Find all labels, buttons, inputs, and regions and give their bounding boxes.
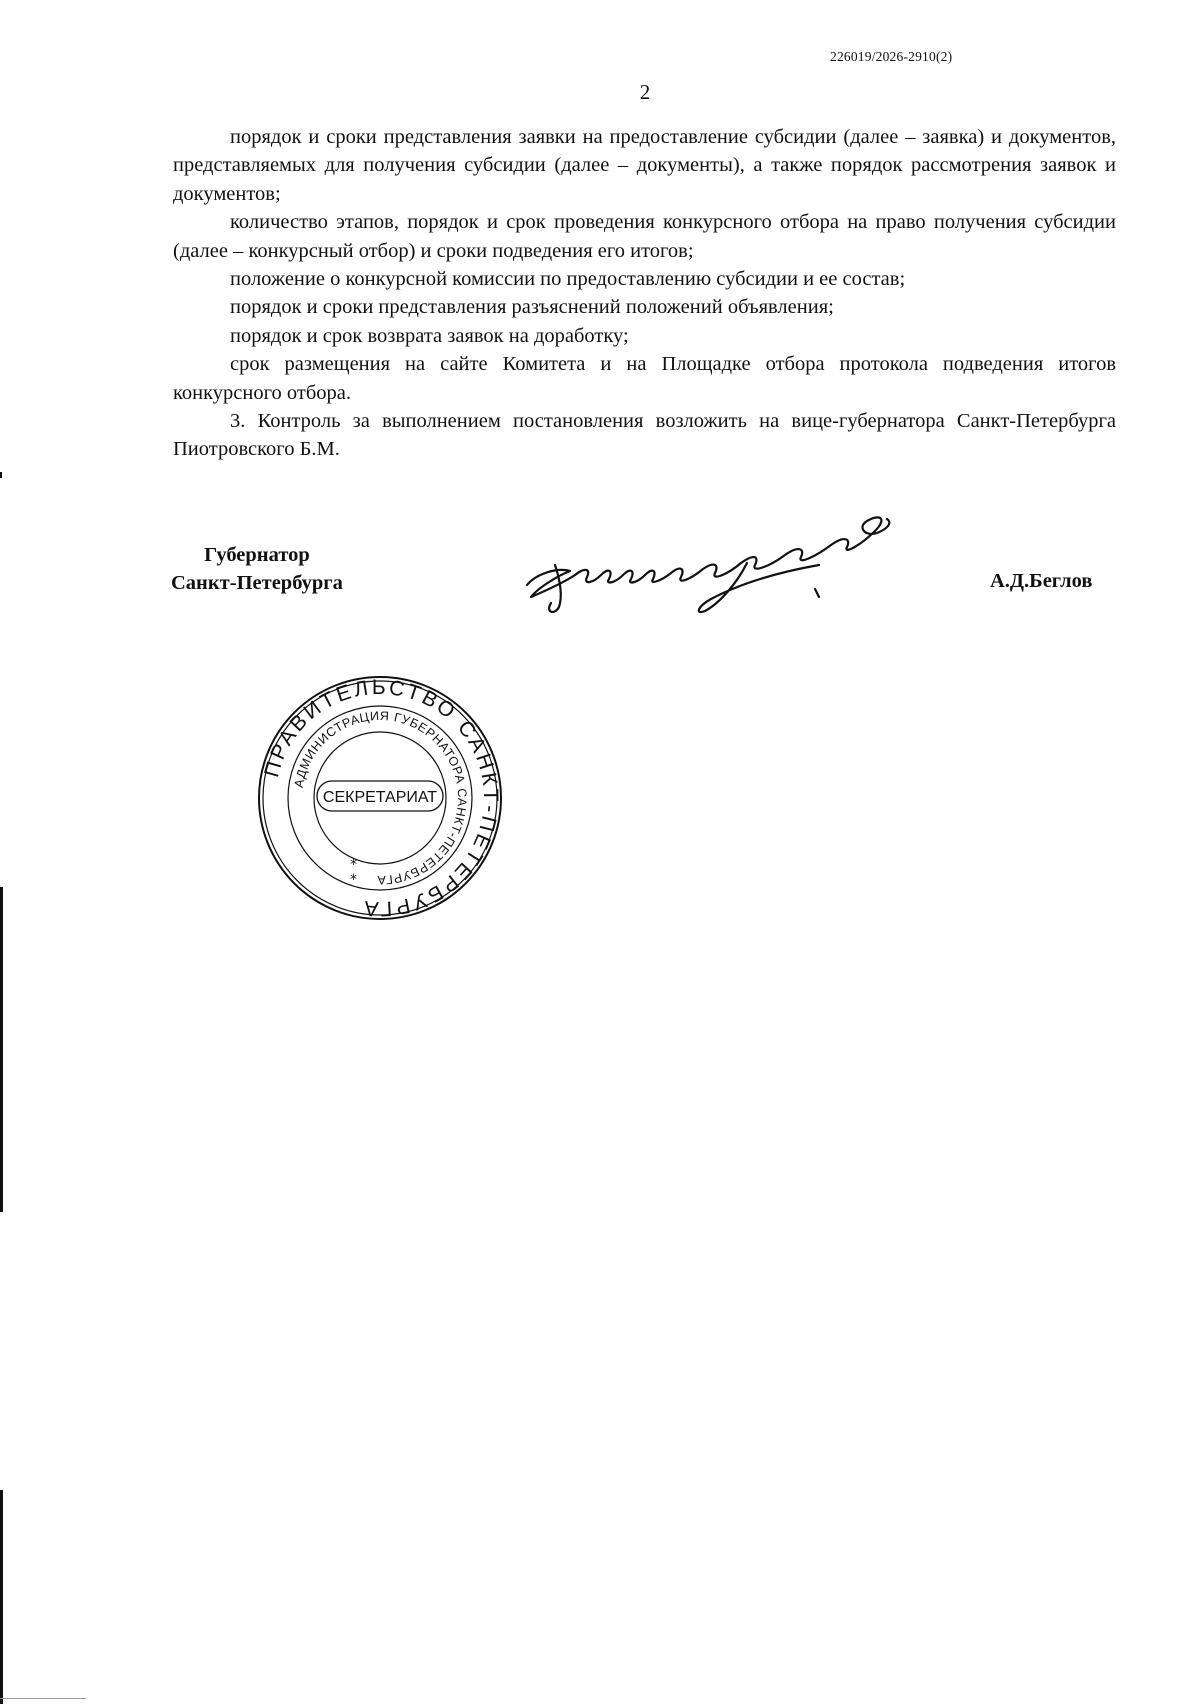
stamp-inner-text: АДМИНИСТРАЦИЯ ГУБЕРНАТОРА САНКТ-ПЕТЕРБУРГА [291, 708, 470, 888]
star-icon: * [350, 872, 357, 888]
document-body [173, 123, 1116, 464]
handwritten-signature [515, 505, 935, 625]
body-paragraph: порядок и сроки представления заявки на предоставление субсидии (далее – заявка) и документов, представляемых для получения субсидии (далее – документы), а также порядок рассмотрения заявок и документов; [173, 126, 1116, 205]
document-number: 226019/2026-2910(2) [830, 49, 953, 64]
official-stamp [255, 673, 505, 923]
scan-edge-mark [0, 1698, 86, 1699]
body-paragraph: 3. Контроль за выполнением постановления возложить на вице-губернатора Санкт-Петербурга Пиотровского Б.М. [173, 410, 1116, 461]
stamp-outer-text: ПРАВИТЕЛЬСТВО САНКТ-ПЕТЕРБУРГА [260, 675, 503, 921]
body-paragraph: порядок и сроки представления разъяснений положений объявления; [230, 296, 834, 319]
body-paragraph: срок размещения на сайте Комитета и на Площадке отбора протокола подведения итогов конкурсного отбора. [173, 353, 1116, 404]
page-number: 2 [639, 80, 651, 104]
scan-edge-mark [0, 1490, 3, 1704]
signatory-title [171, 541, 343, 597]
star-icon: * [350, 857, 357, 873]
body-paragraph: положение о конкурсной комиссии по предоставлению субсидии и ее состав; [230, 268, 906, 291]
stamp-center-text: СЕКРЕТАРИАТ [322, 789, 438, 806]
signatory-name: А.Д.Беглов [990, 570, 1093, 592]
signatory-title-line1: Губернатор [204, 544, 310, 566]
body-paragraph: порядок и срок возврата заявок на доработку; [230, 324, 629, 347]
scan-edge-mark [0, 472, 2, 478]
body-paragraph: количество этапов, порядок и срок проведения конкурсного отбора на право получения субсидии (далее – конкурсный отбор) и сроки подведения его итогов; [173, 211, 1116, 262]
scan-edge-mark [0, 887, 3, 1212]
signatory-title-line2: Санкт-Петербурга [171, 572, 343, 594]
